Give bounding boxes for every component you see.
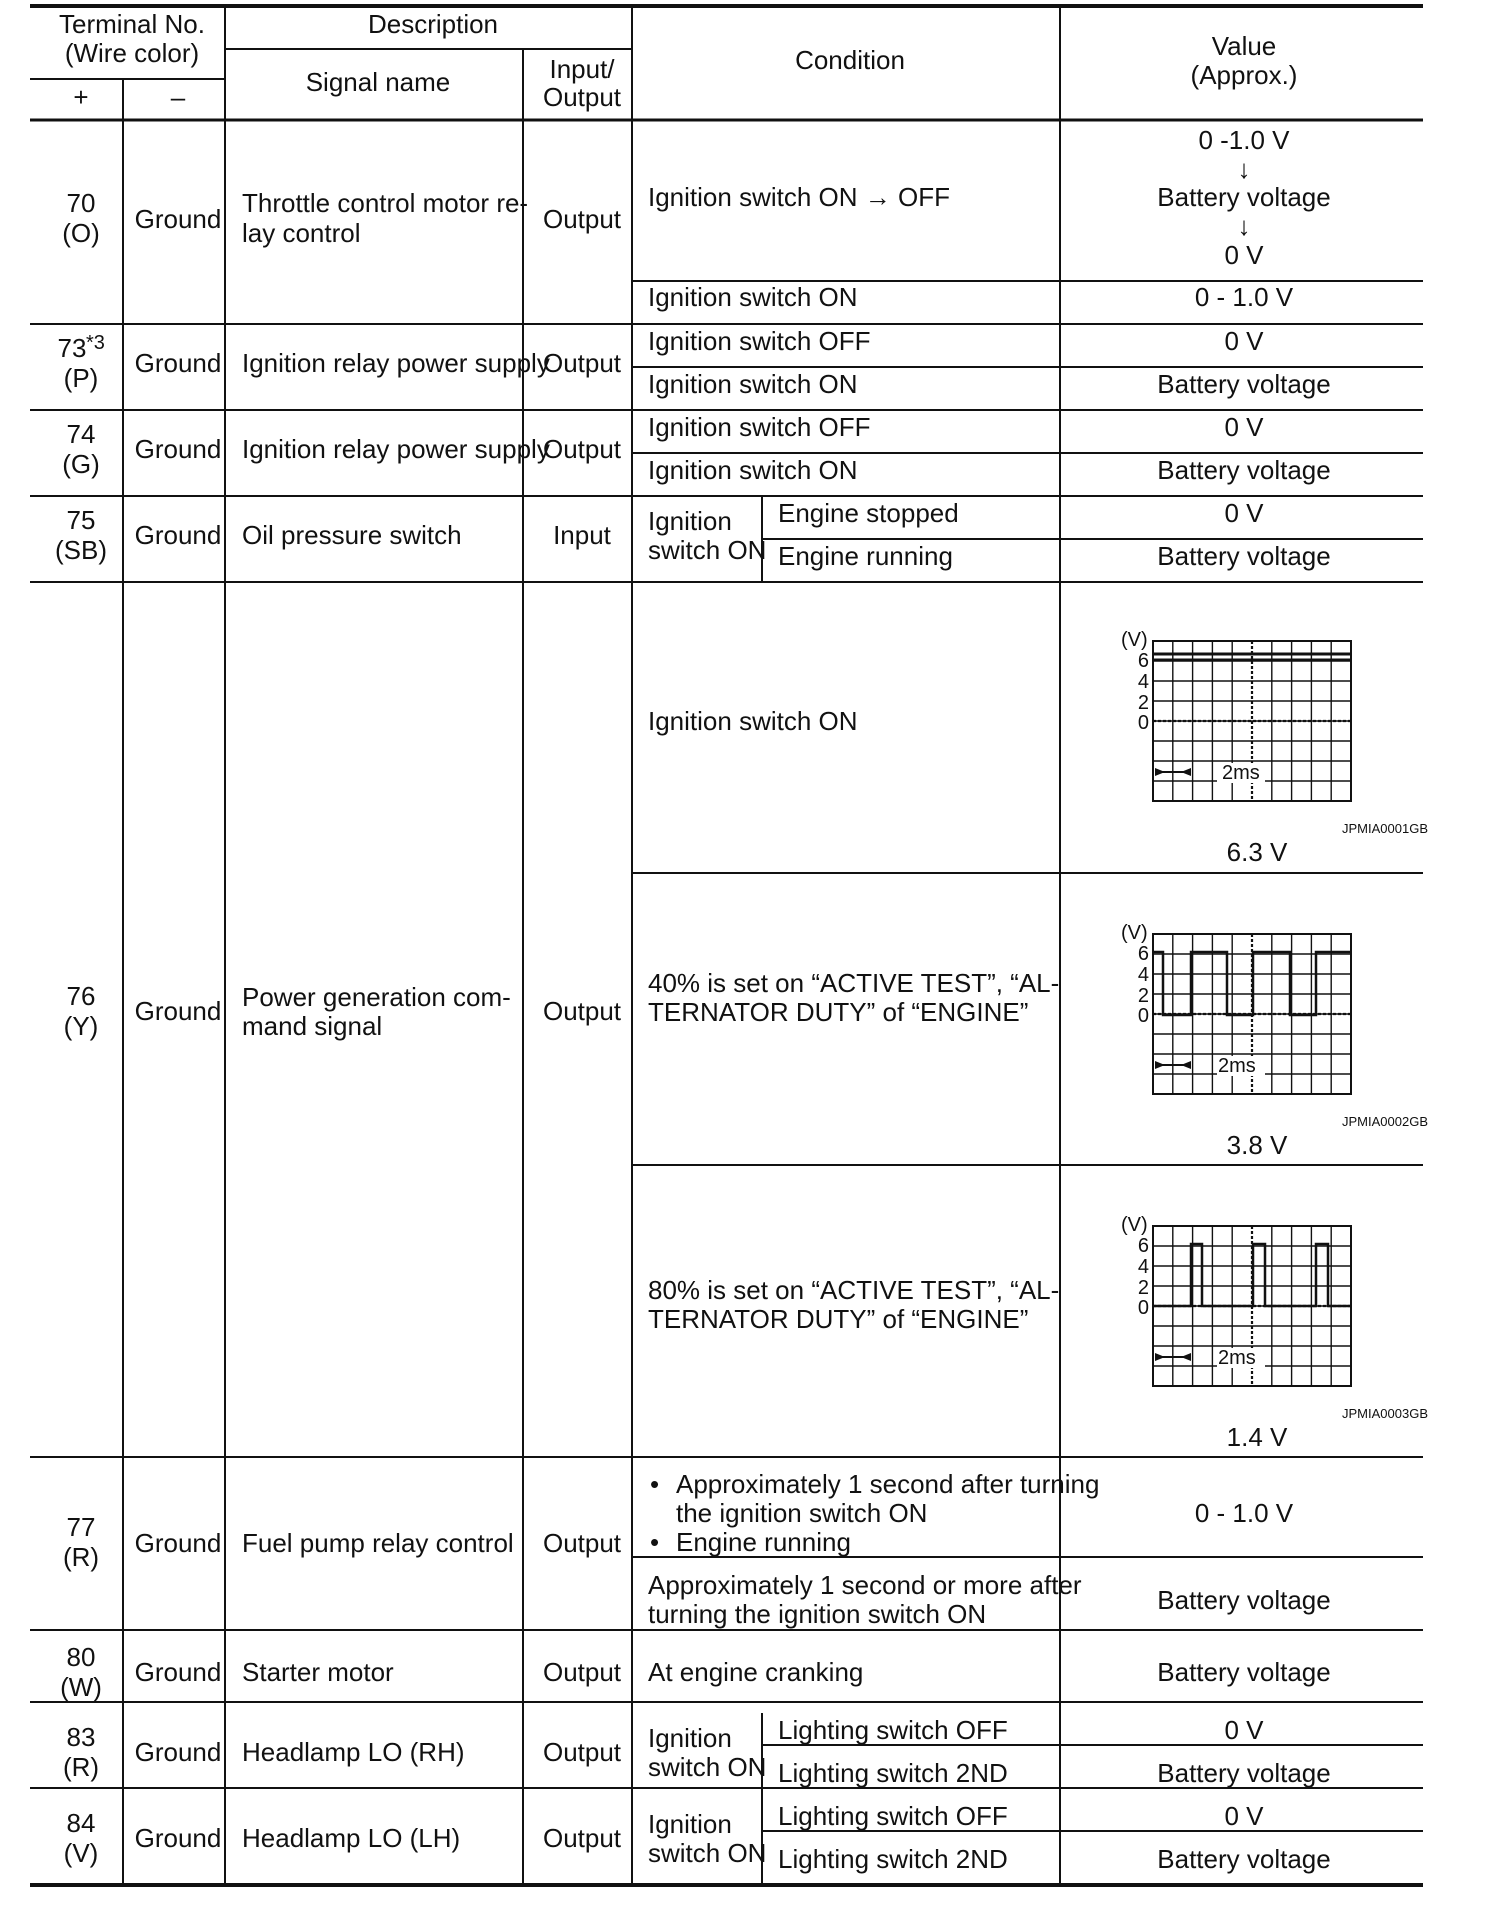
value: Battery voltage (1157, 1758, 1331, 1788)
terminal-number: 70 (66, 188, 96, 218)
axis-tick: 6 (1137, 650, 1149, 672)
axis-unit: (V) (1121, 629, 1148, 651)
bullet: • (650, 1527, 660, 1557)
condition: Lighting switch OFF (778, 1801, 1008, 1831)
condition: Engine stopped (778, 498, 959, 528)
value: Battery voltage (1157, 369, 1331, 399)
value: 0 -1.0 V (1198, 125, 1290, 155)
ground-label: Ground (134, 520, 222, 550)
oscilloscope-graph (1121, 1214, 1428, 1452)
ground-label: Ground (134, 1737, 222, 1767)
value: Battery voltage (1157, 1844, 1331, 1874)
ground-label: Ground (134, 1823, 222, 1853)
condition-cont: TERNATOR DUTY” of “ENGINE” (648, 1304, 1029, 1334)
terminal-number: 73 (57, 333, 87, 363)
io-type: Output (542, 1737, 622, 1767)
condition: Approximately 1 second or more after (648, 1570, 1082, 1600)
io-type: Output (542, 996, 622, 1026)
value: Battery voltage (1157, 541, 1331, 571)
condition-group: Ignition (648, 1723, 732, 1753)
condition: 80% is set on “ACTIVE TEST”, “AL- (648, 1275, 1060, 1305)
condition: Lighting switch OFF (778, 1715, 1008, 1745)
row-terminal-84 (64, 1801, 1331, 1874)
value: 1.4 V (1226, 1422, 1288, 1452)
value: Battery voltage (1157, 1585, 1331, 1615)
axis-tick: 0 (1137, 1005, 1149, 1027)
value: 0 V (1224, 240, 1264, 270)
footnote-marker: *3 (86, 332, 105, 354)
axis-tick: 2 (1137, 1277, 1149, 1299)
terminal-number: 77 (66, 1512, 96, 1542)
axis-tick: 4 (1137, 1256, 1149, 1278)
value: 0 V (1224, 326, 1264, 356)
header-input: Input/ (549, 54, 615, 84)
header-condition: Condition (795, 45, 905, 75)
terminal-number: 80 (66, 1642, 96, 1672)
header-value: Value (1211, 31, 1277, 61)
value: 0 V (1224, 1801, 1264, 1831)
signal-name: Ignition relay power supply (242, 434, 550, 464)
axis-tick: 4 (1137, 671, 1149, 693)
row-terminal-77 (63, 1469, 1331, 1629)
value: 3.8 V (1226, 1130, 1288, 1160)
row-terminal-74 (62, 412, 1330, 485)
wire-color: (V) (63, 1838, 99, 1868)
axis-tick: 0 (1137, 712, 1149, 734)
signal-name: Power generation com- (242, 982, 511, 1012)
signal-name-cont: lay control (242, 218, 361, 248)
ground-label: Ground (134, 996, 222, 1026)
signal-name-cont: mand signal (242, 1011, 383, 1041)
condition: Lighting switch 2ND (778, 1844, 1008, 1874)
condition: Approximately 1 second after turning (676, 1469, 1100, 1499)
ground-label: Ground (134, 348, 222, 378)
condition-cont: the ignition switch ON (676, 1498, 928, 1528)
ground-label: Ground (134, 204, 222, 234)
condition-group-cont: switch ON (648, 1752, 767, 1782)
figure-code: JPMIA0001GB (1342, 821, 1428, 836)
header-description: Description (367, 9, 499, 39)
header-terminal-no: Terminal No. (59, 9, 205, 39)
oscilloscope-graph (1121, 629, 1428, 867)
header-signal-name: Signal name (305, 67, 451, 97)
condition: At engine cranking (648, 1657, 864, 1687)
terminal-number: 76 (66, 981, 96, 1011)
wire-color: (Y) (63, 1011, 99, 1041)
value: 0 V (1224, 498, 1264, 528)
wire-color: (SB) (55, 535, 107, 565)
value: Battery voltage (1157, 455, 1331, 485)
row-terminal-73 (58, 326, 1331, 399)
axis-tick: 6 (1137, 1235, 1149, 1257)
row-terminal-76 (64, 629, 1428, 1452)
axis-tick: 0 (1137, 1297, 1149, 1319)
ground-label: Ground (134, 434, 222, 464)
row-terminal-75 (55, 498, 1331, 571)
header-output: Output (542, 82, 622, 112)
value: 0 V (1224, 412, 1264, 442)
condition-cont: TERNATOR DUTY” of “ENGINE” (648, 997, 1029, 1027)
row-terminal-83 (63, 1715, 1331, 1788)
row-terminal-70 (62, 125, 1330, 312)
time-scale: 2ms (1218, 1055, 1256, 1077)
io-type: Input (553, 520, 611, 550)
axis-tick: 2 (1137, 985, 1149, 1007)
header-minus: – (170, 82, 186, 112)
axis-unit: (V) (1121, 922, 1148, 944)
terminal-number: 84 (66, 1808, 96, 1838)
axis-unit: (V) (1121, 1214, 1148, 1236)
condition: Ignition switch OFF (648, 326, 871, 356)
table-header (59, 9, 1297, 112)
header-wire-color: (Wire color) (64, 38, 200, 68)
wire-color: (R) (62, 1752, 100, 1782)
terminal-number: 83 (66, 1722, 96, 1752)
value: 0 - 1.0 V (1194, 1498, 1294, 1528)
value: 0 - 1.0 V (1194, 282, 1294, 312)
condition: Ignition switch ON → OFF (648, 182, 950, 212)
io-type: Output (542, 1657, 622, 1687)
condition: Ignition switch ON (648, 282, 858, 312)
axis-tick: 4 (1137, 964, 1149, 986)
wire-color: (G) (62, 449, 100, 479)
figure-code: JPMIA0002GB (1342, 1114, 1428, 1129)
axis-tick: 6 (1137, 943, 1149, 965)
axis-tick: 2 (1137, 692, 1149, 714)
io-type: Output (542, 1823, 622, 1853)
terminal-number: 75 (66, 505, 96, 535)
condition: Ignition switch ON (648, 369, 858, 399)
condition: Lighting switch 2ND (778, 1758, 1008, 1788)
ground-label: Ground (134, 1657, 222, 1687)
signal-name: Ignition relay power supply (242, 348, 550, 378)
io-type: Output (542, 1528, 622, 1558)
figure-code: JPMIA0003GB (1342, 1406, 1428, 1421)
signal-name: Headlamp LO (RH) (242, 1737, 465, 1767)
terminal-number: 74 (66, 419, 96, 449)
condition-group-cont: switch ON (648, 535, 767, 565)
condition-group-cont: switch ON (648, 1838, 767, 1868)
value: Battery voltage (1157, 1657, 1331, 1687)
condition-cont: turning the ignition switch ON (648, 1599, 987, 1629)
signal-name: Headlamp LO (LH) (242, 1823, 461, 1853)
ground-label: Ground (134, 1528, 222, 1558)
time-scale: 2ms (1222, 762, 1260, 784)
condition-group: Ignition (648, 506, 732, 536)
bullet: • (650, 1469, 660, 1499)
condition-group: Ignition (648, 1809, 732, 1839)
condition: Ignition switch ON (648, 706, 858, 736)
wire-color: (R) (62, 1542, 100, 1572)
value: 6.3 V (1226, 837, 1288, 867)
value: Battery voltage (1157, 182, 1331, 212)
wire-color: (W) (60, 1672, 102, 1702)
signal-name: Throttle control motor re- (242, 188, 529, 218)
condition: 40% is set on “ACTIVE TEST”, “AL- (648, 968, 1060, 998)
io-type: Output (542, 204, 622, 234)
down-arrow-icon: ↓ (1237, 211, 1251, 241)
condition: Engine running (676, 1527, 851, 1557)
condition: Ignition switch OFF (648, 412, 871, 442)
time-scale: 2ms (1218, 1347, 1256, 1369)
io-type: Output (542, 434, 622, 464)
down-arrow-icon: ↓ (1237, 154, 1251, 184)
condition: Engine running (778, 541, 953, 571)
header-approx: (Approx.) (1190, 60, 1298, 90)
io-type: Output (542, 348, 622, 378)
row-terminal-80 (60, 1642, 1331, 1702)
header-plus: + (73, 82, 89, 112)
wire-color: (O) (62, 218, 100, 248)
wire-color: (P) (63, 363, 99, 393)
value: 0 V (1224, 1715, 1264, 1745)
signal-name: Oil pressure switch (242, 520, 462, 550)
oscilloscope-graph (1121, 922, 1428, 1160)
signal-name: Starter motor (242, 1657, 394, 1687)
signal-name: Fuel pump relay control (242, 1528, 514, 1558)
condition: Ignition switch ON (648, 455, 858, 485)
